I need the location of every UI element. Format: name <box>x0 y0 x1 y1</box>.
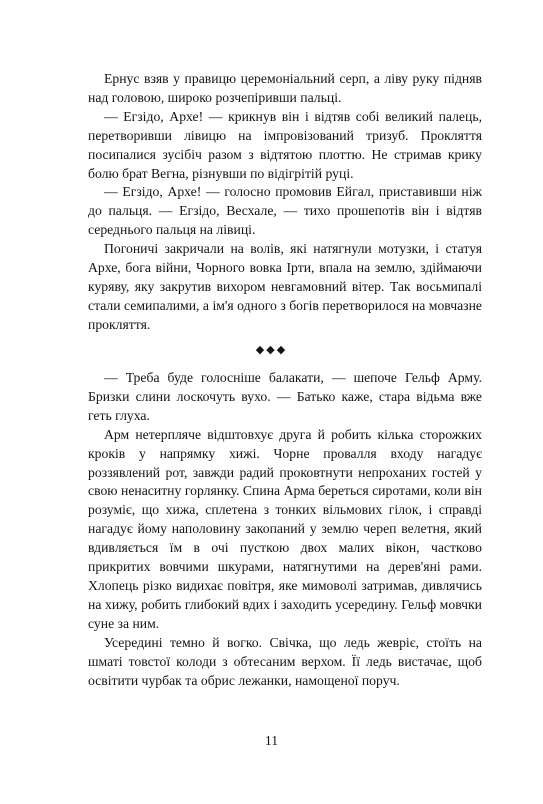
paragraph: Погоничі закричали на волів, які натягнули мотузки, і статуя Архе, бога війни, Чорного вовка Ірти, впала на землю, здіймаючи куряву, яку закрутив вихором невгамовний вітер. Так восьмипалі стали семипалими, а ім'я одного з богів перетворилося на мовчазне прокляття. <box>88 241 482 332</box>
page-number: 11 <box>264 733 279 748</box>
paragraph: Арм нетерпляче відштовхує друга й робить кілька сторожких кроків у напрямку хижі. Чорне провалля входу нагадує роззявлений рот, завжди радий проковтнути непроханих гостей у свою ненаситну горлянку. Спина Арма береться сиротами, коли він розуміє, що хижа, сплетена з тонких вільмових гілок, і справді нагадує йому наполовину закопаний у землю череп велетня, який вдивляється їм в очі пусткою двох малих вікон, частково прикритих вовчими шкурами, натягнутими на дерев'яні рами. Хлопець різко видихає повітря, яке мимоволі затримав, дивлячись на хижу, робить глибокий вдих і заходить усередину. Гельф мовчки суне за ним. <box>88 426 482 631</box>
paragraph: Усередині темно й вогко. Свічка, що ледь жевріє, стоїть на шматі товстої колоди з обтесаним верхом. Її ледь вистачає, щоб освітити чурбак та обрис лежанки, намощеної поруч. <box>88 634 482 688</box>
section-separator: ◆◆◆ <box>255 343 288 356</box>
text-section-top <box>88 70 482 335</box>
paragraph: — Егзідо, Архе! — крикнув він і відтяв собі великий палець, перетворивши лівицю на імпровізований тризуб. Прокляття посипалися зусібіч разом з відтятою плоттю. Не стримав крику болю брат Вегна, різнувши по відігрітій руці. <box>88 108 482 181</box>
paragraph: — Егзідо, Архе! — голосно промовив Ейгал, приставивши ніж до пальця. — Егзідо, Весхале, — тихо прошепотів він і відтяв середнього пальця на лівиці. <box>88 184 482 238</box>
paragraph: — Треба буде голосніше балакати, — шепоче Гельф Арму. Бризки слини лоскочуть вухо. — Батько каже, стара відьма вже геть глуха. <box>88 370 482 423</box>
paragraph: Ернус взяв у правицю церемоніальний серп, а ліву руку підняв над головою, широко розчепіривши пальці. <box>88 71 482 105</box>
text-section-bottom <box>88 369 482 690</box>
